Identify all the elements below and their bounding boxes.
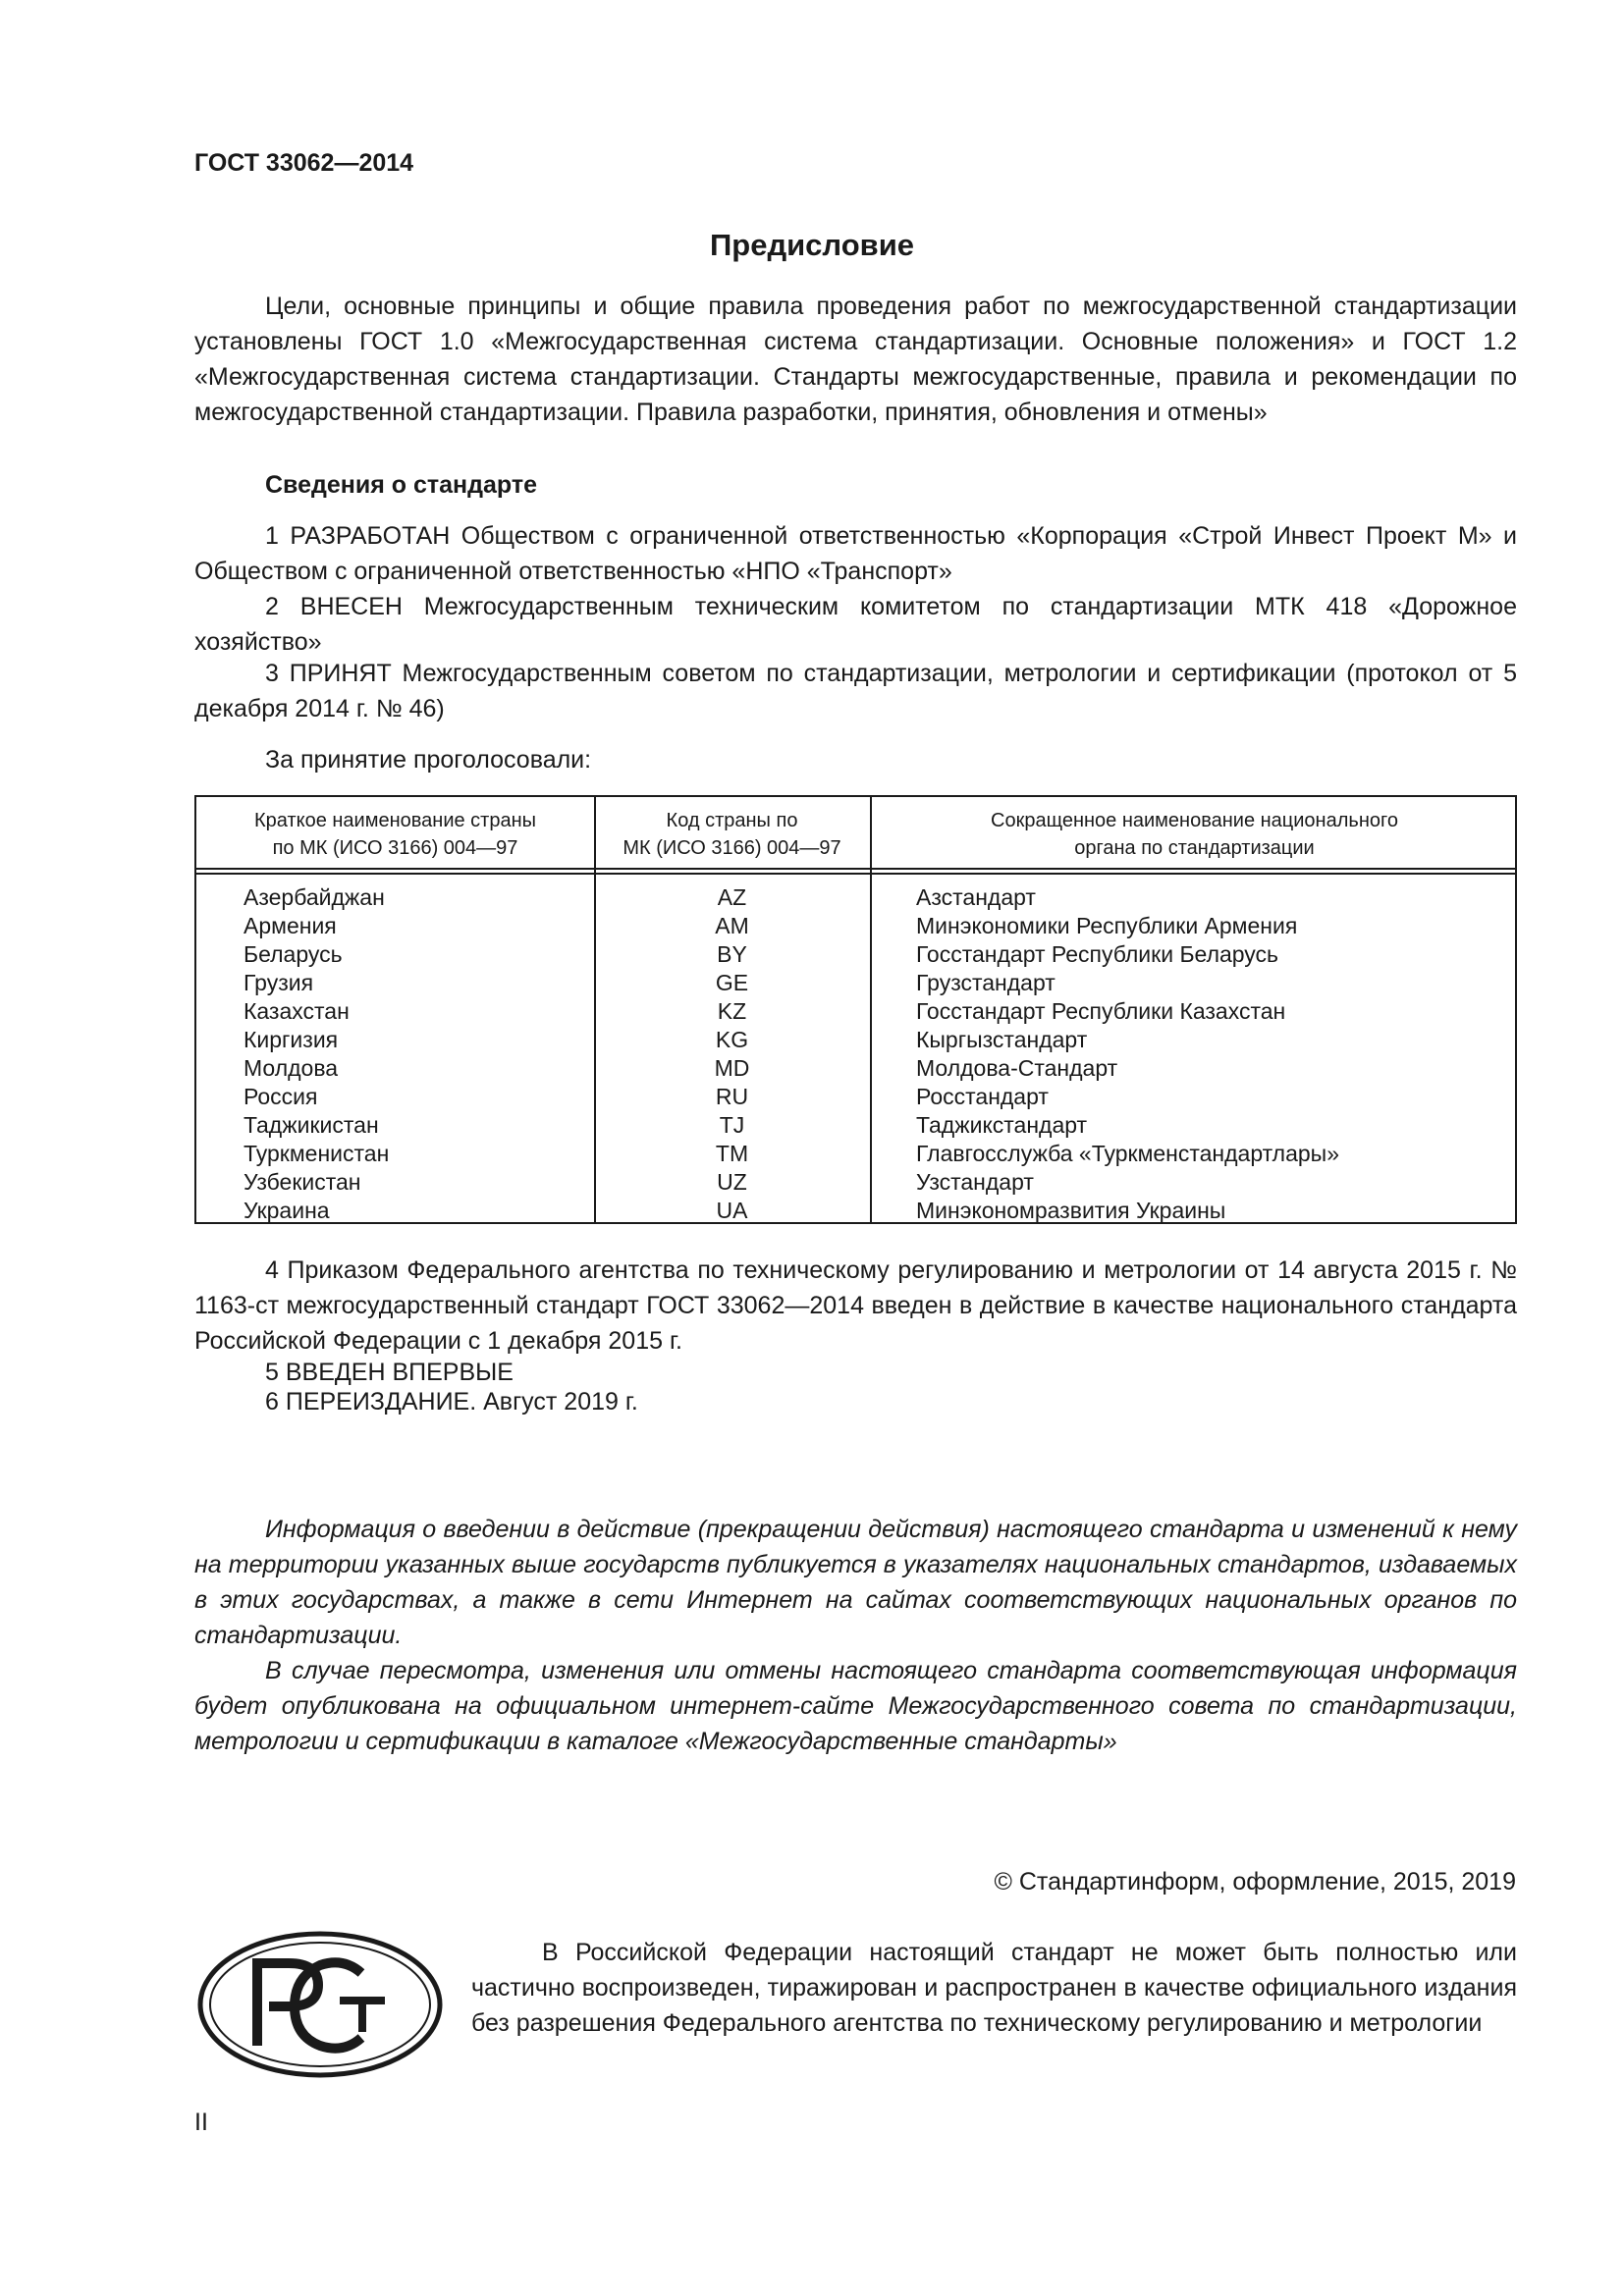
- intro-paragraph: Цели, основные принципы и общие правила проведения работ по межгосударственной стандартизации установлены ГОСТ 1.0 «Межгосударственная система стандартизации. Основные положения» и ГОСТ 1.2 «Межгосударственная система стандартизации. Стандарты межгосударственные, правила и рекомендации по межгосударственной стандартизации. Правила разработки, принятия, обновления и отмены»: [194, 293, 1517, 426]
- table-cell-body: Минэкономразвития Украины: [916, 1198, 1226, 1223]
- table-cell-body: Главгосслужба «Туркменстандартлары»: [916, 1141, 1339, 1166]
- table-cell-code: AM: [715, 913, 749, 938]
- standard-info-heading: Сведения о стандарте: [265, 471, 538, 499]
- item-first-introduced: 5 ВВЕДЕН ВПЕРВЫЕ: [265, 1359, 514, 1386]
- column-header-line: по МК (ИСО 3166) 004—97: [272, 837, 518, 859]
- table-cell-country: Грузия: [244, 970, 314, 995]
- table-cell-code: BY: [717, 941, 747, 967]
- page-number: II: [194, 2109, 208, 2136]
- table-cell-body: Кыргызстандарт: [916, 1027, 1088, 1052]
- column-header-body: [870, 807, 1519, 862]
- voted-label: За принятие проголосовали:: [265, 746, 592, 774]
- table-cell-country: Узбекистан: [244, 1169, 361, 1195]
- table-cell-body: Молдова-Стандарт: [916, 1055, 1118, 1081]
- column-header-line: МК (ИСО 3166) 004—97: [623, 837, 841, 859]
- copyright-line: © Стандартинформ, оформление, 2015, 2019: [994, 1868, 1516, 1896]
- table-cell-country: Россия: [244, 1084, 318, 1109]
- table-cell-code: KZ: [717, 998, 747, 1024]
- table-cell-body: Узстандарт: [916, 1169, 1034, 1195]
- notice-paragraph-2: В случае пересмотра, изменения или отмены настоящего стандарта соответствующая информация будет опубликована на официальном интернет-сайте Межгосударственного совета по стандартизации, метрологии и сертификации в каталоге «Межгосударственные стандарты»: [194, 1657, 1517, 1755]
- table-cell-code: TJ: [719, 1112, 745, 1138]
- table-cell-code: MD: [714, 1055, 750, 1081]
- pst-certification-mark-icon: [196, 1930, 444, 2084]
- table-cell-code: KG: [715, 1027, 749, 1052]
- column-header-line: Код страны по: [666, 810, 798, 831]
- table-cell-body: Росстандарт: [916, 1084, 1049, 1109]
- document-code: ГОСТ 33062—2014: [194, 149, 414, 177]
- table-cell-body: Грузстандарт: [916, 970, 1056, 995]
- item-order: 4 Приказом Федерального агентства по техническому регулированию и метрологии от 14 августа 2015 г. № 1163-ст межгосударственный стандарт ГОСТ 33062—2014 введен в действие в качестве национального стандарта Российской Федерации с 1 декабря 2015 г.: [194, 1256, 1517, 1355]
- table-cell-country: Армения: [244, 913, 337, 938]
- table-cell-code: GE: [715, 970, 749, 995]
- item-introduced: 2 ВНЕСЕН Межгосударственным техническим комитетом по стандартизации МТК 418 «Дорожное хозяйство»: [194, 593, 1517, 656]
- notice-paragraph-1: Информация о введении в действие (прекращении действия) настоящего стандарта и изменений к нему на территории указанных выше государств публикуется в указателях национальных стандартов, издаваемых в этих государствах, а также в сети Интернет на сайтах соответствующих национальных органов по стандартизации.: [194, 1516, 1517, 1649]
- body-column: [916, 883, 1339, 1225]
- column-header-line: Сокращенное наименование национального: [991, 810, 1398, 831]
- table-cell-country: Киргизия: [244, 1027, 339, 1052]
- header-divider: [196, 873, 1515, 875]
- rights-notice: В Российской Федерации настоящий стандарт не может быть полностью или частично воспроизведен, тиражирован и распространен в качестве официального издания без разрешения Федерального агентства по техническому регулированию и метрологии: [471, 1939, 1517, 2037]
- table-cell-body: Азстандарт: [916, 884, 1036, 910]
- table-cell-country: Беларусь: [244, 941, 343, 967]
- voting-table: [194, 795, 1517, 1224]
- column-header-code: [594, 807, 870, 862]
- table-cell-code: RU: [715, 1084, 749, 1109]
- table-cell-body: Минэкономики Республики Армения: [916, 913, 1298, 938]
- table-cell-body: Таджикстандарт: [916, 1112, 1088, 1138]
- table-cell-code: TM: [715, 1141, 749, 1166]
- table-cell-code: UZ: [717, 1169, 747, 1195]
- country-column: [244, 883, 389, 1225]
- item-reissue: 6 ПЕРЕИЗДАНИЕ. Август 2019 г.: [265, 1388, 638, 1415]
- column-header-line: Краткое наименование страны: [253, 810, 537, 831]
- table-cell-country: Молдова: [244, 1055, 339, 1081]
- column-header-country: [196, 807, 594, 862]
- table-cell-body: Госстандарт Республики Беларусь: [916, 941, 1279, 967]
- table-cell-country: Азербайджан: [244, 884, 385, 910]
- table-cell-code: UA: [716, 1198, 748, 1223]
- page-title: Предисловие: [709, 228, 914, 262]
- item-developed: 1 РАЗРАБОТАН Обществом с ограниченной ответственностью «Корпорация «Строй Инвест Проект М» и Обществом с ограниченной ответственностью «НПО «Транспорт»: [194, 522, 1517, 585]
- table-cell-country: Таджикистан: [244, 1112, 379, 1138]
- code-column: [594, 883, 870, 1225]
- header-divider: [196, 868, 1515, 870]
- table-cell-country: Казахстан: [244, 998, 350, 1024]
- column-header-line: органа по стандартизации: [1074, 837, 1315, 859]
- table-cell-body: Госстандарт Республики Казахстан: [916, 998, 1286, 1024]
- item-adopted: 3 ПРИНЯТ Межгосударственным советом по стандартизации, метрологии и сертификации (протокол от 5 декабря 2014 г. № 46): [194, 660, 1517, 722]
- table-cell-country: Украина: [244, 1198, 330, 1223]
- table-cell-code: AZ: [717, 884, 747, 910]
- table-cell-country: Туркменистан: [244, 1141, 390, 1166]
